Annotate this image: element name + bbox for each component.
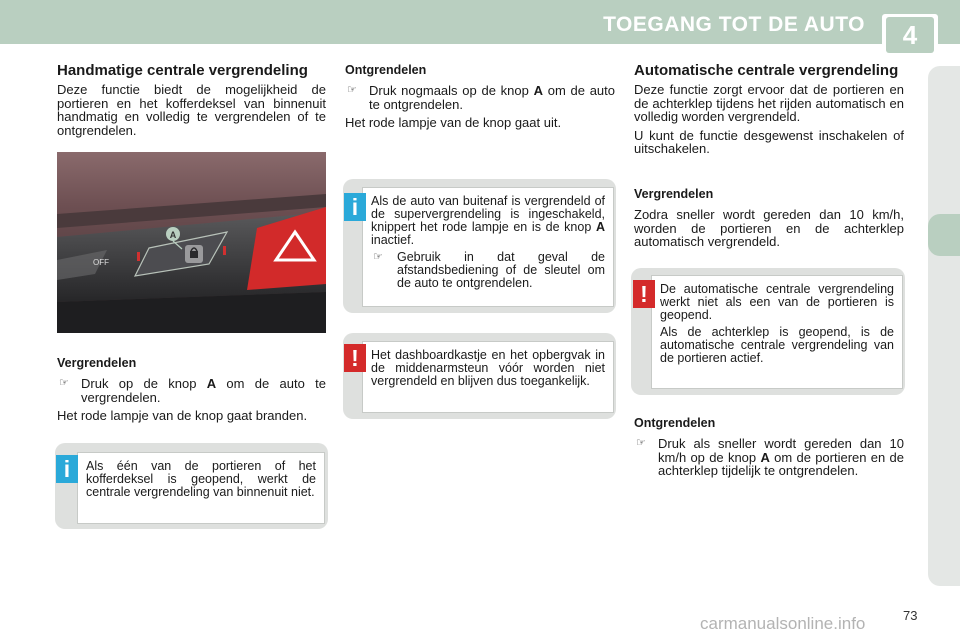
warning-note-right-p2: Als de achterklep is geopend, is de automatische centrale vergrendeling van de portieren actief. — [660, 325, 894, 365]
exclamation-icon: ! — [344, 344, 366, 372]
lock-heading: Vergrendelen — [57, 356, 137, 370]
lock-button-photo — [57, 152, 326, 333]
page-title: TOEGANG TOT DE AUTO — [603, 13, 865, 36]
info-note-left-text: Als één van de portieren of het kofferdeksel is geopend, werkt de centrale vergrendeling van binnenuit niet. — [86, 459, 316, 499]
info-note-middle-bullet: ☞ Gebruik in dat geval de afstandsbediening of de sleutel om de auto te ontgrendelen. — [373, 250, 605, 290]
pointing-hand-icon: ☞ — [347, 84, 357, 96]
lock-bullet: ☞ Druk op de knop A om de auto te vergrendelen. — [59, 376, 326, 405]
unlock-result: Het rode lampje van de knop gaat uit. — [345, 115, 562, 130]
right-lock-section — [634, 187, 904, 254]
auto-lock-intro-1: Deze functie zorgt ervoor dat de portieren en de achterklep tijdens het rijden automatisch en volledig worden vergrendeld. — [634, 82, 904, 124]
exclamation-icon: ! — [633, 280, 655, 308]
chapter-number: 4 — [886, 17, 934, 53]
info-icon: i — [56, 455, 78, 483]
lock-result: Het rode lampje van de knop gaat branden. — [57, 408, 308, 423]
section-heading-auto-lock: Automatische centrale vergrendeling — [634, 62, 899, 79]
warning-note-middle — [343, 333, 616, 419]
unlock-heading: Ontgrendelen — [345, 63, 427, 77]
auto-unlock-bullet: ☞ Druk als sneller wordt gereden dan 10 km/h op de knop A om de portieren en de achterklep tijdelijk te ontgrendelen. — [636, 436, 905, 478]
info-note-middle: Als de auto van buitenaf is vergrendeld of de supervergrendeling is ingeschakeld, knippert het rode lampje en is de knop A inactief. ☞ Gebruik in dat geval de afstandsbediening of de sleutel om de auto te ontgrendelen. i — [343, 179, 616, 313]
right-unlock-section — [634, 416, 904, 483]
manual-lock-intro: Deze functie biedt de mogelijkheid de portieren en het kofferdeksel van binnenuit handmatig en volledig te vergrendelen of te ontgrendelen. — [57, 82, 326, 138]
pointing-hand-icon: ☞ — [373, 251, 383, 263]
warning-note-right — [631, 268, 905, 395]
off-label: OFF — [93, 258, 109, 267]
auto-lock-intro-2: U kunt de functie desgewenst inschakelen of uitschakelen. — [634, 127, 904, 156]
left-lock-section — [57, 356, 326, 428]
page-header — [0, 0, 960, 44]
pointing-hand-icon: ☞ — [59, 377, 69, 389]
warning-note-middle-text: Het dashboardkastje en het opbergvak in de middenarmsteun vóór worden niet vergrendeld en blijven dus toegankelijk. — [371, 348, 605, 388]
auto-unlock-heading: Ontgrendelen — [634, 416, 716, 430]
auto-lock-text: Zodra sneller wordt gereden dan 10 km/h, worden de portieren en de achterklep automatisch vergrendeld. — [634, 207, 904, 249]
warning-note-right-p1: De automatische centrale vergrendeling werkt niet als een van de portieren is geopend. — [660, 282, 894, 322]
page-number: 73 — [903, 608, 918, 623]
info-icon: i — [344, 193, 366, 221]
info-note-left — [55, 443, 328, 529]
section-heading-manual-lock: Handmatige centrale vergrendeling — [57, 62, 308, 79]
side-thumb-active[interactable] — [928, 214, 960, 256]
pointing-hand-icon: ☞ — [636, 437, 646, 449]
unlock-bullet: ☞ Druk nogmaals op de knop A om de auto te ontgrendelen. — [347, 83, 616, 112]
middle-unlock-section — [345, 63, 615, 135]
side-thumb-index — [928, 66, 960, 586]
auto-lock-heading: Vergrendelen — [634, 187, 714, 201]
photo-button-label: A — [169, 230, 177, 240]
watermark: carmanualsonline.info — [700, 614, 866, 633]
right-column — [634, 63, 904, 161]
left-column — [57, 63, 326, 142]
